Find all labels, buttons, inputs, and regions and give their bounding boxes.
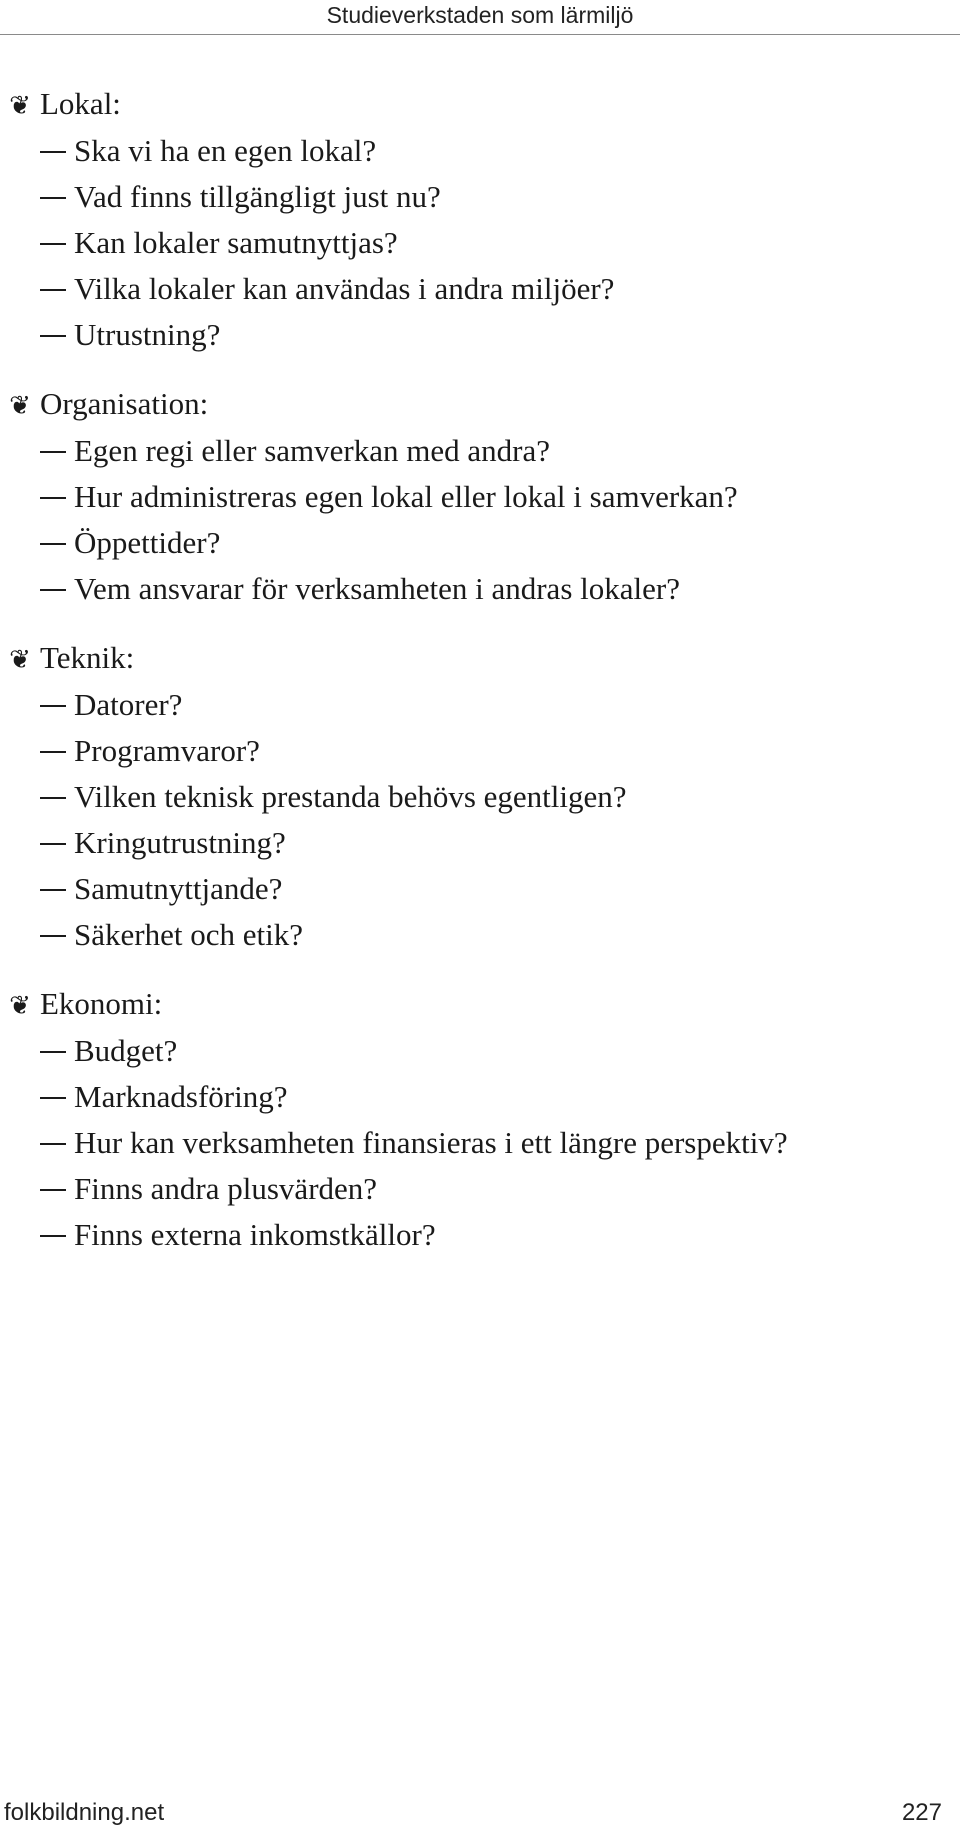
section-heading [0,80,960,128]
dash-icon [40,1143,66,1145]
dash-icon [40,543,66,545]
checklist [0,80,960,1280]
list-item-text: Samutnyttjande? [74,871,283,906]
list-item [0,912,960,958]
dash-icon [40,451,66,453]
dash-icon [40,705,66,707]
dash-icon [40,889,66,891]
list-item-text: Hur administreras egen lokal eller lokal i samverkan? [74,479,738,514]
section-organisation [0,380,960,612]
list-item-text: Ska vi ha en egen lokal? [74,133,377,168]
page-number: 227 [901,1799,942,1826]
list-item [0,174,960,220]
section-heading-label: Ekonomi: [40,986,163,1021]
list-item [0,682,960,728]
list-item [0,1212,960,1258]
list-item-text: Egen regi eller samverkan med andra? [74,433,550,468]
list-item-text: Finns externa inkomstkällor? [74,1217,436,1252]
footer-site-link[interactable]: folkbildning.net [4,1799,165,1826]
list-item-text: Kringutrustning? [74,825,286,860]
list-item-text: Utrustning? [74,317,221,352]
list-item-text: Datorer? [74,687,183,722]
section-heading-label: Lokal: [40,86,121,121]
floral-heart-icon: ❦ [9,991,31,1021]
dash-icon [40,935,66,937]
section-heading [0,980,960,1028]
dash-icon [40,1097,66,1099]
list-item [0,820,960,866]
dash-icon [40,1189,66,1191]
list-item-text: Finns andra plusvärden? [74,1171,378,1206]
dash-icon [40,751,66,753]
floral-heart-icon: ❦ [9,645,31,675]
dash-icon [40,589,66,591]
list-item-text: Budget? [74,1033,178,1068]
section-ekonomi [0,980,960,1258]
list-item-text: Säkerhet och etik? [74,917,303,952]
list-item [0,774,960,820]
section-lokal [0,80,960,358]
list-item-text: Programvaror? [74,733,260,768]
running-title: Studieverkstaden som lärmiljö [0,0,960,35]
list-item-text: Vilka lokaler kan användas i andra miljöer? [74,271,615,306]
list-item [0,220,960,266]
list-item-text: Vilken teknisk prestanda behövs egentligen? [74,779,627,814]
list-item [0,428,960,474]
list-item-text: Hur kan verksamheten finansieras i ett längre perspektiv? [74,1125,788,1160]
list-item [0,728,960,774]
list-item [0,474,960,520]
list-item [0,866,960,912]
list-item [0,1166,960,1212]
section-teknik [0,634,960,958]
list-item [0,566,960,612]
list-item [0,1120,960,1166]
section-heading-label: Teknik: [40,640,135,675]
dash-icon [40,289,66,291]
list-item [0,1074,960,1120]
list-item [0,1028,960,1074]
section-heading [0,380,960,428]
list-item-text: Marknadsföring? [74,1079,288,1114]
dash-icon [40,335,66,337]
dash-icon [40,497,66,499]
dash-icon [40,1235,66,1237]
section-heading [0,634,960,682]
list-item [0,128,960,174]
dash-icon [40,197,66,199]
section-heading-label: Organisation: [40,386,209,421]
dash-icon [40,243,66,245]
dash-icon [40,151,66,153]
floral-heart-icon: ❦ [9,91,31,121]
list-item-text: Vad finns tillgängligt just nu? [74,179,441,214]
list-item-text: Öppettider? [74,525,221,560]
dash-icon [40,1051,66,1053]
list-item [0,312,960,358]
list-item-text: Kan lokaler samutnyttjas? [74,225,398,260]
list-item [0,266,960,312]
list-item-text: Vem ansvarar för verksamheten i andras lokaler? [74,571,680,606]
list-item [0,520,960,566]
floral-heart-icon: ❦ [9,391,31,421]
dash-icon [40,797,66,799]
dash-icon [40,843,66,845]
